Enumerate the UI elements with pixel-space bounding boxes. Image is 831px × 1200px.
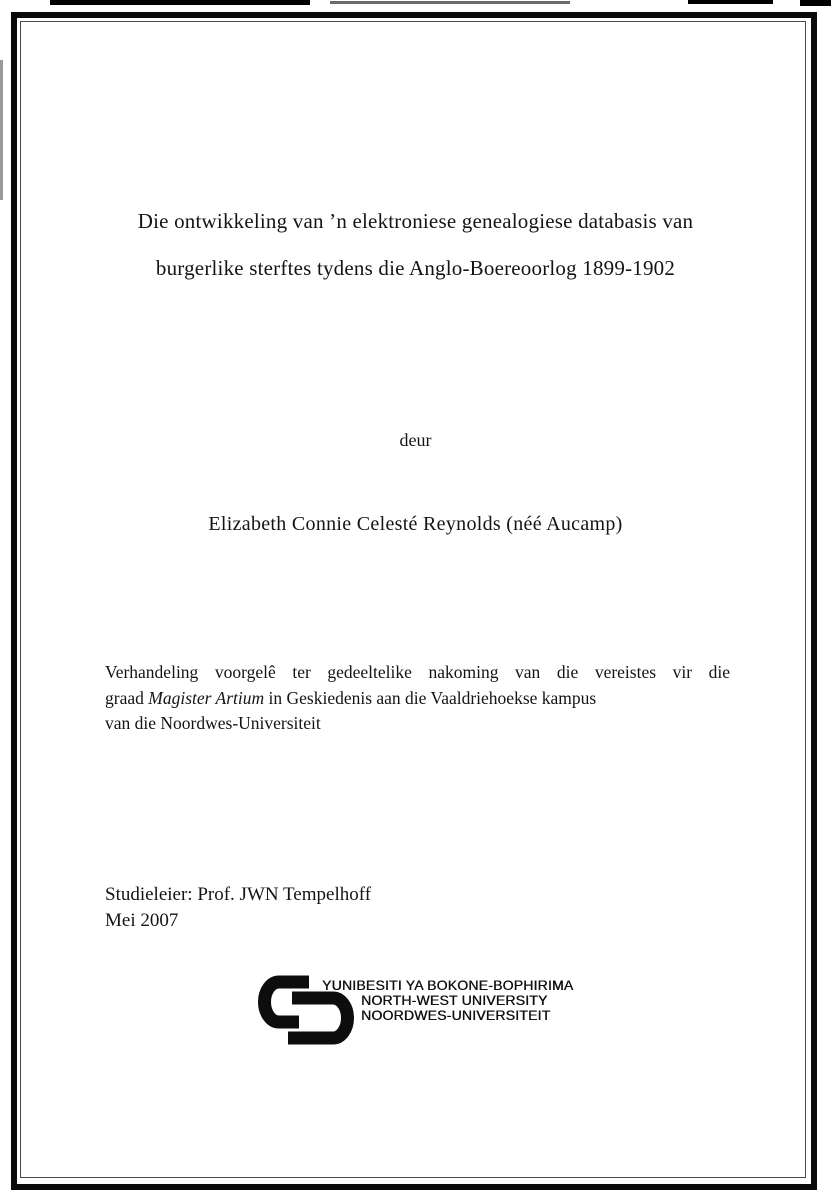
thesis-title-line-1: Die ontwikkeling van ’n elektroniese genealogiese databasis van [137,209,694,233]
scan-artifact-top-4 [800,0,831,6]
supervisor-line: Studieleier: Prof. JWN Tempelhoff [105,884,372,905]
date-line: Mei 2007 [105,910,179,931]
logo-text-english: NORTH-WEST UNIVERSITY [361,992,548,1008]
thesis-title [0,198,831,292]
logo-text-setswana: YUNIBESITI YA BOKONE-BOPHIRIMA [322,977,574,993]
thesis-title-line-2: burgerlike sterftes tydens die Anglo-Boereoorlog 1899-1902 [155,256,676,280]
scan-artifact-top-2 [330,1,570,4]
scan-artifact-left-edge [0,60,3,200]
degree-statement-line-2-pre: graad [105,687,149,708]
byline-deur: deur [399,430,432,450]
degree-statement-line-2 [105,686,730,712]
scan-artifact-top-3 [688,0,773,4]
degree-statement-line-3: van die Noordwes-Universiteit [105,713,321,733]
author-name: Elizabeth Connie Celesté Reynolds (néé Aucamp) [208,513,623,535]
degree-name-italic: Magister Artium [148,687,265,708]
degree-statement [105,660,730,737]
degree-statement-line-1: Verhandeling voorgelê ter gedeeltelike nakoming van die vereistes vir die [105,662,730,682]
scan-artifact-top-1 [50,0,310,5]
degree-statement-line-2-post: in Geskiedenis aan die Vaaldriehoekse kampus [264,687,597,708]
logo-text-afrikaans: NOORDWES-UNIVERSITEIT [361,1007,551,1023]
